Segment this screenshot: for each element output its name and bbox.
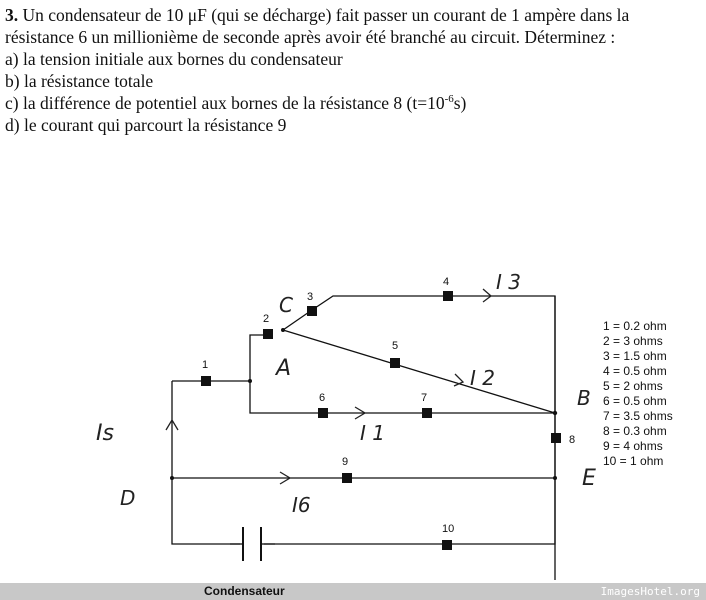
problem-statement (5, 4, 701, 136)
capacitor (230, 527, 275, 561)
legend-row: 9 = 4 ohms (603, 439, 663, 453)
wire-branch-6-7 (250, 381, 555, 413)
question-c-exponent: -6 (444, 93, 454, 106)
resistor-6 (318, 408, 328, 418)
resistor-10 (442, 540, 452, 550)
resistance-legend (603, 319, 673, 469)
problem-line-2: résistance 6 un millionième de seconde après avoir été branché au circuit. Déterminez : (5, 27, 616, 47)
resistor-label-7: 7 (421, 392, 428, 404)
resistor-label-5: 5 (392, 340, 399, 352)
resistor-1 (201, 376, 211, 386)
node-e: E (582, 466, 596, 491)
resistor-7 (422, 408, 432, 418)
wire-top-path (283, 296, 555, 580)
problem-line-1 (5, 4, 701, 26)
resistor-label-2: 2 (263, 313, 270, 325)
current-i6: I6 (292, 493, 311, 517)
current-i1: I 1 (360, 421, 385, 445)
resistor-4 (443, 291, 453, 301)
legend-row: 1 = 0.2 ohm (603, 319, 667, 333)
junction-dots (170, 328, 557, 480)
resistor-label-9: 9 (342, 456, 349, 468)
resistor-label-10: 10 (442, 523, 455, 535)
circuit-diagram (0, 250, 600, 580)
resistor-label-4: 4 (443, 276, 450, 288)
resistor-9 (342, 473, 352, 483)
question-c-text: c) la différence de potentiel aux bornes de la résistance 8 (t=10 (5, 93, 445, 113)
wire-left (172, 381, 243, 544)
legend-row: 4 = 0.5 ohm (603, 364, 667, 378)
current-i3: I 3 (496, 270, 521, 294)
resistor-8 (551, 433, 561, 443)
node-c: C (279, 293, 293, 317)
legend-row: 7 = 3.5 ohms (603, 409, 673, 423)
current-arrows (166, 289, 491, 484)
footer-bar (0, 583, 706, 600)
current-i2: I 2 (470, 366, 495, 390)
legend-row: 3 = 1.5 ohm (603, 349, 667, 363)
node-b: B (577, 386, 591, 410)
resistor-2 (263, 329, 273, 339)
legend-row: 5 = 2 ohms (603, 379, 663, 393)
current-is: Is (96, 421, 114, 446)
resistor-label-8: 8 (569, 434, 576, 446)
resistor-label-3: 3 (307, 291, 314, 303)
resistor-label-6: 6 (319, 392, 326, 404)
node-d: D (120, 486, 136, 510)
question-a: a) la tension initiale aux bornes du condensateur (5, 49, 343, 69)
legend-row: 2 = 3 ohms (603, 334, 663, 348)
question-c-tail: s) (453, 93, 467, 113)
capacitor-caption: Condensateur (204, 584, 285, 598)
resistor-label-1: 1 (202, 359, 209, 371)
legend-row: 6 = 0.5 ohm (603, 394, 667, 408)
watermark: ImagesHotel.org (600, 585, 700, 598)
question-d: d) le courant qui parcourt la résistance 9 (5, 115, 287, 135)
problem-text-1: Un condensateur de 10 μF (qui se décharge) fait passer un courant de 1 ampère dans la (22, 5, 630, 25)
node-a: A (276, 356, 292, 381)
wire-node-a-up (250, 335, 267, 381)
legend-row: 10 = 1 ohm (603, 454, 664, 468)
question-c (5, 92, 701, 114)
resistor-labels (202, 276, 575, 535)
legend-row: 8 = 0.3 ohm (603, 424, 667, 438)
resistor-3 (307, 306, 317, 316)
resistor-5 (390, 358, 400, 368)
problem-number: 3. (5, 5, 19, 25)
question-b: b) la résistance totale (5, 71, 154, 91)
